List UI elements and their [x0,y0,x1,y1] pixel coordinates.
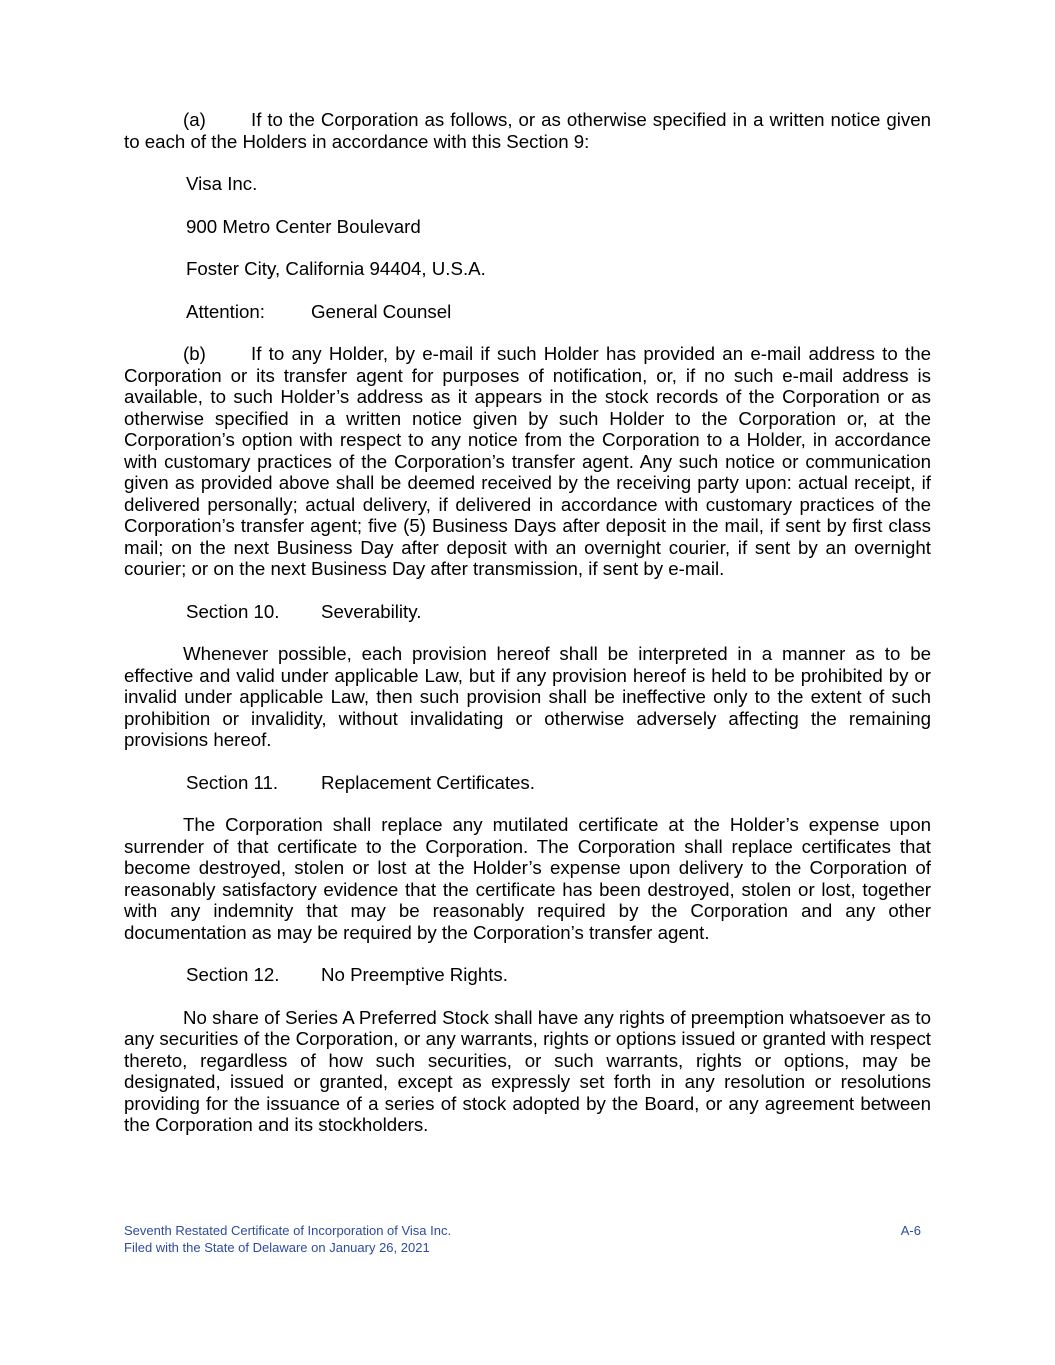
section-12-number: Section 12. [186,964,280,985]
paragraph-a [124,109,931,152]
address-attention [124,301,931,323]
attention-value: General Counsel [311,300,452,322]
section-12-heading [124,964,931,986]
paragraph-b-text: If to any Holder, by e-mail if such Holder has provided an e-mail address to the Corporation or its transfer agent for purposes of notification, or, if no such e-mail address is available, to such Holder’s address as it appears in the stock records of the Corporation or as otherwise specified in a written notice given by such Holder to the Corporation or, at the Corporation’s option with respect to any notice from the Corporation to a Holder, in accordance with customary practices of the Corporation’s transfer agent. Any such notice or communication given as provided above shall be deemed received by the receiving party upon: actual receipt, if delivered personally; actual delivery, if delivered in accordance with customary practices of the Corporation’s transfer agent; five (5) Business Days after deposit in the mail, if sent by first class mail; on the next Business Day after deposit with an overnight courier, if sent by an overnight courier; or on the next Business Day after transmission, if sent by e-mail. [124,343,931,579]
paragraph-b-label: (b) [183,343,206,364]
section-10-title: Severability. [321,600,422,622]
footer-document-title: Seventh Restated Certificate of Incorporation of Visa Inc. [124,1223,452,1238]
attention-label: Attention: [186,300,265,322]
section-10-heading [124,601,931,623]
footer-filing-info: Filed with the State of Delaware on January 26, 2021 [124,1240,430,1255]
page-footer [124,1222,931,1256]
paragraph-a-label: (a) [183,109,206,130]
section-10-body: Whenever possible, each provision hereof shall be interpreted in a manner as to be effective and valid under applicable Law, but if any provision hereof is held to be prohibited by or invalid under applicable Law, then such provision shall be ineffective only to the extent of such prohibition or invalidity, without invalidating or otherwise adversely affecting the remaining provisions hereof. [124,643,931,750]
paragraph-a-text: If to the Corporation as follows, or as otherwise specified in a written notice given to each of the Holders in accordance with this Section 9: [124,109,931,152]
section-11-heading [124,772,931,794]
footer-page-number: A-6 [900,1223,921,1238]
section-12-body: No share of Series A Preferred Stock shall have any rights of preemption whatsoever as to any securities of the Corporation, or any warrants, rights or options issued or granted with respect thereto, regardless of how such securities, or such warrants, rights or options, may be designated, issued or granted, except as expressly set forth in any resolution or resolutions providing for the issuance of a series of stock adopted by the Board, or any agreement between the Corporation and its stockholders. [124,1006,931,1135]
section-12-title: No Preemptive Rights. [321,964,508,985]
address-city: Foster City, California 94404, U.S.A. [186,258,486,279]
paragraph-b [124,343,931,580]
section-11-body: The Corporation shall replace any mutilated certificate at the Holder’s expense upon surrender of that certificate to the Corporation. The Corporation shall replace certificates that become destroyed, stolen or lost at the Holder’s expense upon delivery to the Corporation of reasonably satisfactory evidence that the certificate has been destroyed, stolen or lost, together with any indemnity that may be reasonably required by the Corporation and any other documentation as may be required by the Corporation’s transfer agent. [124,814,931,943]
document-body [124,109,931,1157]
section-11-number: Section 11. [186,771,279,793]
section-11-title: Replacement Certificates. [321,771,535,793]
section-10-number: Section 10. [186,600,280,622]
footer-document-info [124,1222,451,1256]
address-company: Visa Inc. [186,173,258,194]
address-street: 900 Metro Center Boulevard [186,215,421,237]
